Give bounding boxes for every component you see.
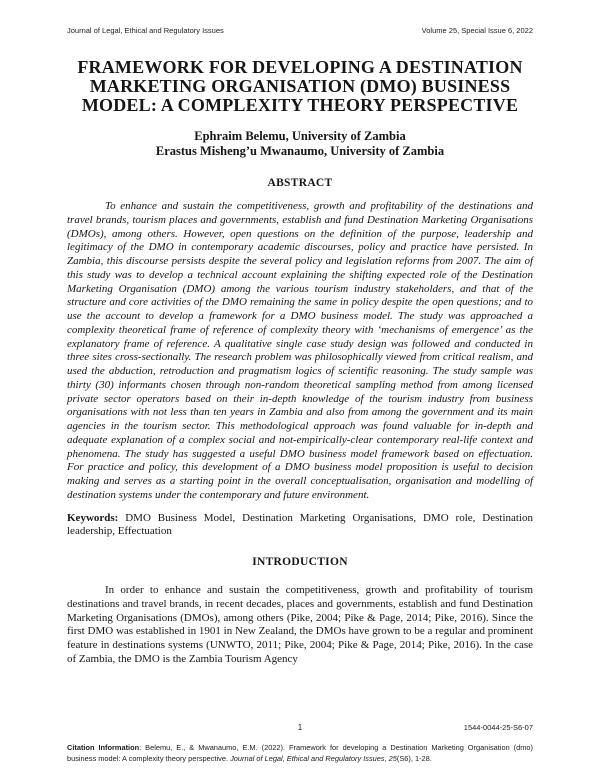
abstract-heading: ABSTRACT bbox=[267, 177, 333, 189]
introduction-heading: INTRODUCTION bbox=[252, 556, 348, 568]
title-line-3: MODEL: A COMPLEXITY THEORY PERSPECTIVE bbox=[81, 95, 519, 115]
citation-journal: Journal of Legal, Ethical and Regulatory Issues, 25 bbox=[230, 753, 397, 763]
paper-title bbox=[67, 58, 533, 115]
author-line-2: Erastus Misheng’u Mwanaumo, University of Zambia bbox=[155, 144, 445, 158]
title-line-2: MARKETING ORGANISATION (DMO) BUSINESS bbox=[89, 76, 511, 96]
citation-block bbox=[67, 743, 533, 764]
keywords-text: DMO Business Model, Destination Marketing Organisations, DMO role, Destination leadership, Effectuation bbox=[67, 511, 533, 538]
running-header bbox=[67, 26, 533, 35]
doc-code: 1544-0044-25-S6-07 bbox=[463, 723, 533, 732]
title-line-1: FRAMEWORK FOR DEVELOPING A DESTINATION bbox=[77, 57, 523, 77]
journal-name: Journal of Legal, Ethical and Regulatory Issues bbox=[67, 26, 224, 35]
citation-label: Citation Information bbox=[67, 743, 140, 752]
abstract-text: To enhance and sustain the competitiveness, growth and profitability of the destinations and travel brands, tourism places and governments, establish and fund Destination Marketing Organisations (DMOs), among others. However, open questions on the definition of the purpose, leadership and legitimacy of the DMO in contemporary academic discourses, policy and practice have persisted. In Zambia, this discourse persists despite the several policy and legislation reforms from 2007. The aim of this study was to develop a technical account explaining the shifting expected role of the Destination Marketing Organisation (DMO) among the various tourism industry stakeholders, and that of the structure and core activities of the DMO remaining the same in policy despite the open questions; and to use the account to develop a framework for a DMO business model. The study was approached a complexity theoretical frame of reference of complexity theory with ‘mechanisms of emergence’ as the explanatory frame of reference. A qualitative single case study design was followed and conducted in three sites cross-sectionally. The research problem was philosophically viewed from critical realism, and used the abduction, retroduction and pragmatism logics of scientific reasoning. The study sample was thirty (30) informants chosen through non-random theoretical sampling method from among licensed private sector operators based on their in-depth knowledge of the tourism industry from business organisations with not less than ten years in Zambia and also from among the government and its main agencies in the tourism sector. This methodological approach was found valuable for in-depth and adequate explanation of a complex social and not-empirically-clear contemporary real-life context and phenomena. The study has suggested a useful DMO business model framework based on effectuation. For practice and policy, this development of a DMO business model proposition is useful to decision making and serves as a starting point in the overall conceptualisation, organisation and modelling of destination systems under the contemporary and future environment. bbox=[67, 200, 533, 501]
author-line-1: Ephraim Belemu, University of Zambia bbox=[194, 129, 406, 143]
volume-info: Volume 25, Special Issue 6, 2022 bbox=[421, 26, 533, 35]
authors-block bbox=[67, 129, 533, 159]
page-content bbox=[67, 26, 533, 667]
page-footer bbox=[67, 723, 533, 733]
page-number: 1 bbox=[297, 723, 303, 732]
citation-pages: (S6), 1-28. bbox=[396, 753, 432, 763]
keywords-label: Keywords: bbox=[67, 511, 119, 524]
keywords-block bbox=[67, 512, 533, 540]
introduction-text: In order to enhance and sustain the competitiveness, growth and profitability of tourism destinations and travel brands, in recent decades, places and governments, establish and fund Destination Marketing Organisations (DMOs), among others (Pike, 2004; Pike & Page, 2014; Pike, 2016). Since the first DMO was established in 1901 in New Zealand, the DMOs have grown to be a regular and prominent feature in destinations systems (UNWTO, 2011; Pike, 2004; Pike & Page, 2014; Pike, 2016). In the case of Zambia, the DMO is the Zambia Tourism Agency bbox=[67, 584, 533, 665]
citation-text: : Belemu, E., & Mwanaumo, E.M. (2022). Framework for developing a Destination Marketing Organisation (dmo) business model: A complexity theory perspective. bbox=[67, 743, 533, 763]
